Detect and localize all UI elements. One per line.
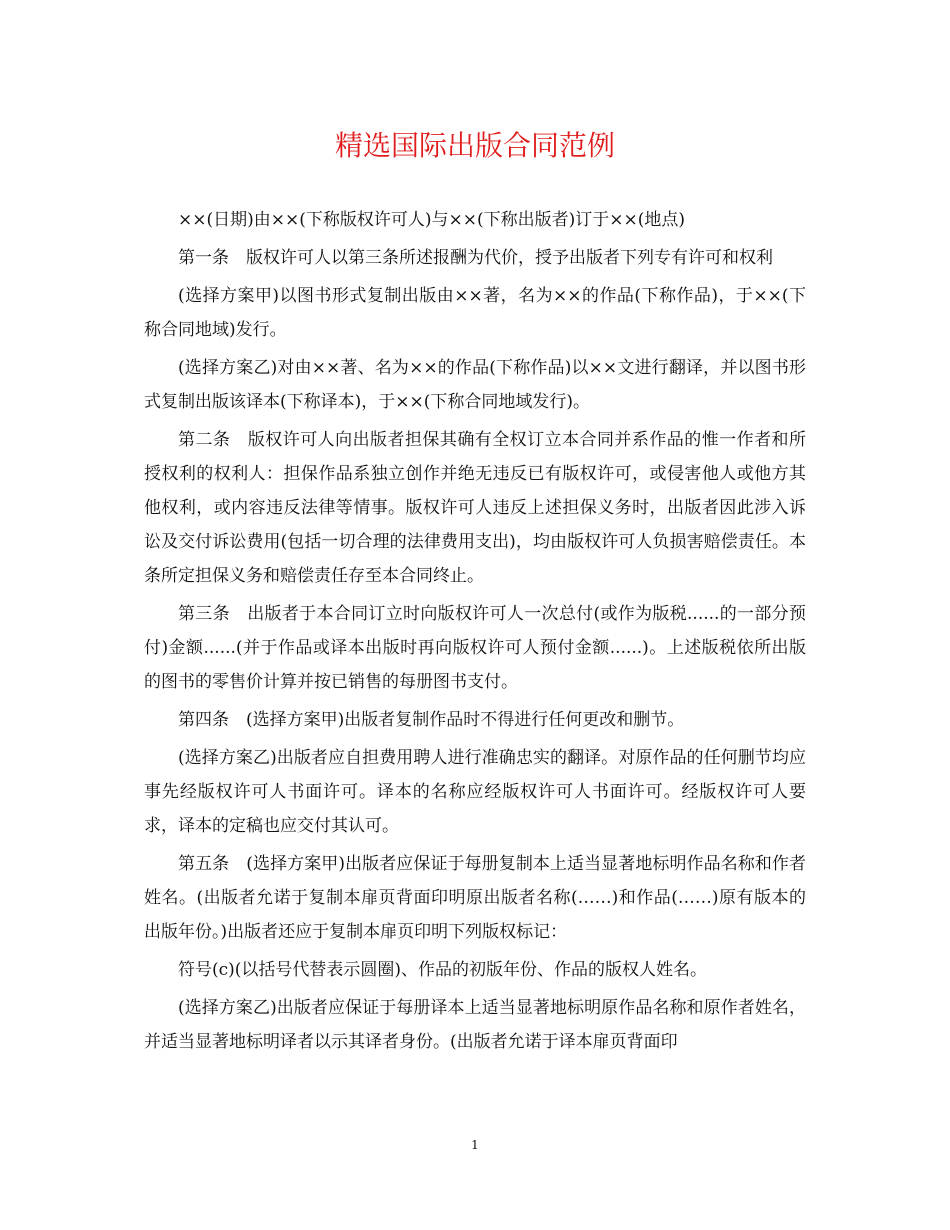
document-body [144, 203, 806, 1063]
document-title: 精选国际出版合同范例 [334, 129, 615, 162]
paragraph-option-b-5: (选择方案乙)出版者应保证于每册译本上适当显著地标明原作品名称和原作者姓名，并适当显著地标明译者以示其译者身份。(出版者允诺于译本扉页背面印 [144, 998, 806, 1052]
paragraph-article-1: 第一条 版权许可人以第三条所述报酬为代价，授予出版者下列专有许可和权利 [178, 248, 773, 268]
paragraph-article-5: 第五条 (选择方案甲)出版者应保证于每册复制本上适当显著地标明作品名称和作者姓名。(出版者允诺于复制本扉页背面印明原出版者名称(……)和作品(……)原有版本的出版年份。)出版者还应于复制本扉页印明下列版权标记： [144, 854, 806, 942]
paragraph-option-b-1: (选择方案乙)对由××著、名为××的作品(下称作品)以××文进行翻译，并以图书形式复制出版该译本(下称译本)，于××(下称合同地域发行)。 [144, 358, 806, 412]
paragraph-article-2: 第二条 版权许可人向出版者担保其确有全权订立本合同并系作品的惟一作者和所授权利的权利人：担保作品系独立创作并绝无违反已有版权许可，或侵害他人或他方其他权利，或内容违反法律等情事。版权许可人违反上述担保义务时，出版者因此涉入诉讼及交付诉讼费用(包括一切合理的法律费用支出)，均由版权许可人负损害赔偿责任。本条所定担保义务和赔偿责任存至本合同终止。 [144, 430, 806, 586]
paragraph-article-4: 第四条 (选择方案甲)出版者复制作品时不得进行任何更改和删节。 [178, 710, 685, 730]
paragraph-copyright-mark: 符号(c)(以括号代替表示圆圈)、作品的初版年份、作品的版权人姓名。 [178, 960, 708, 980]
page-number: 1 [471, 1138, 479, 1152]
paragraph-article-3: 第三条 出版者于本合同订立时向版权许可人一次总付(或作为版税......的一部分预付)金额......(并于作品或译本出版时再向版权许可人预付金额......)。上述版税依所出版的图书的零售价计算并按已销售的每册图书支付。 [144, 604, 806, 692]
paragraph-preamble: ××(日期)由××(下称版权许可人)与××(下称出版者)订于××(地点) [178, 210, 686, 230]
paragraph-option-a-1: (选择方案甲)以图书形式复制出版由××著，名为××的作品(下称作品)，于××(下称合同地域)发行。 [144, 286, 806, 340]
paragraph-option-b-4: (选择方案乙)出版者应自担费用聘人进行准确忠实的翻译。对原作品的任何删节均应事先经版权许可人书面许可。译本的名称应经版权许可人书面许可。经版权许可人要求，译本的定稿也应交付其认可。 [144, 748, 806, 836]
